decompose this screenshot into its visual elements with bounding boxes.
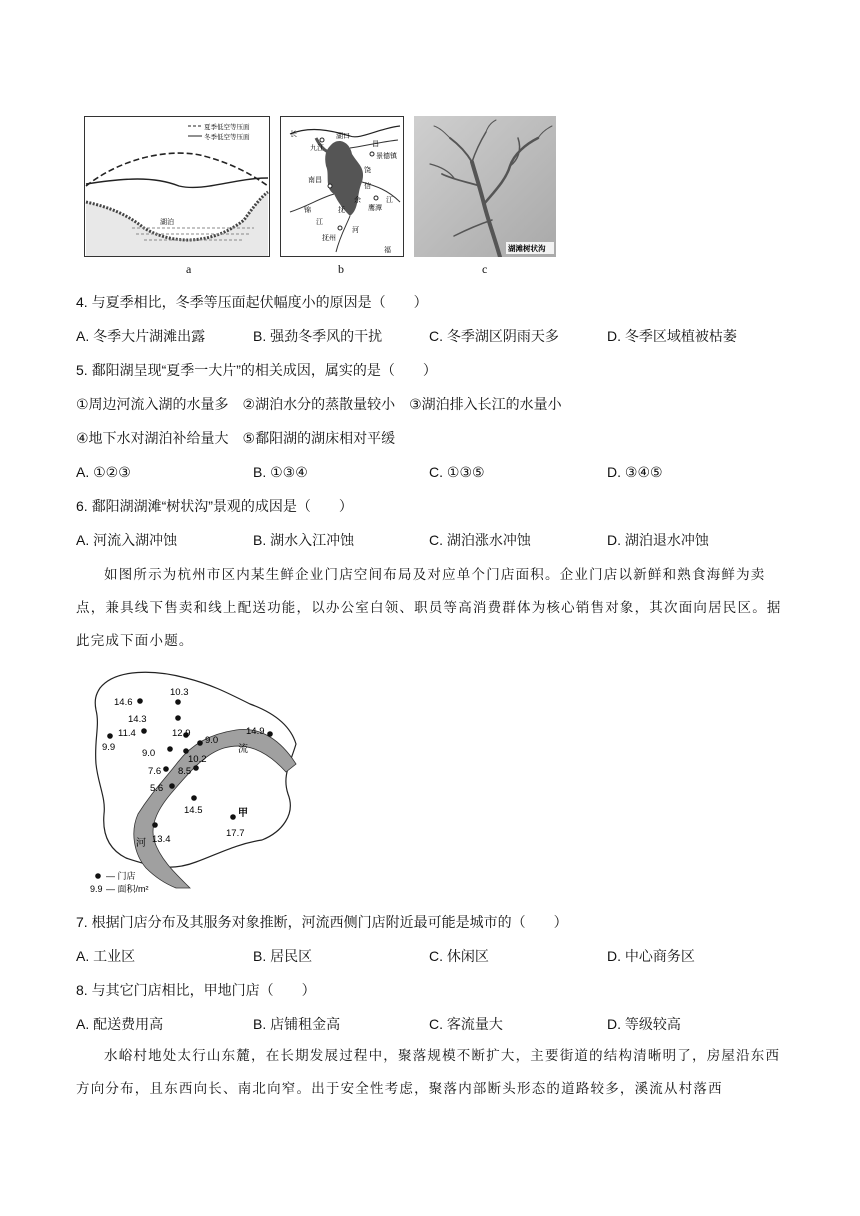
- passage-shuiyu-village: 水峪村地处太行山东麓，在长期发展过程中，聚落规模不断扩大，主要街道的结构清晰明了，房屋沿东西方向分布，且东西向长、南北向窄。出于安全性考虑，聚落内部断头形态的道路较多，溪流从村落西: [76, 1048, 781, 1097]
- q6-option-a[interactable]: A. 河流入湖冲蚀: [76, 532, 178, 548]
- store-area-label: 12.9: [172, 728, 191, 739]
- legend-summer: 夏季低空等压面: [204, 124, 250, 131]
- q7-option-c[interactable]: C. 休闲区: [429, 948, 489, 964]
- svg-text:长: 长: [290, 131, 297, 138]
- svg-text:抚州: 抚州: [322, 235, 336, 242]
- poyang-lake-map: [280, 116, 404, 257]
- q6-option-d[interactable]: D. 湖泊退水冲蚀: [607, 532, 709, 548]
- svg-text:鹰潭: 鹰潭: [368, 205, 382, 212]
- svg-text:抚: 抚: [338, 207, 345, 214]
- store-area-label: 14.9: [246, 726, 265, 737]
- q4-option-b[interactable]: B. 强劲冬季风的干扰: [253, 328, 383, 344]
- store-dot: [141, 728, 147, 734]
- legend-winter: 冬季低空等压面: [204, 134, 250, 141]
- store-dot: [107, 733, 113, 739]
- q8-option-a[interactable]: A. 配送费用高: [76, 1016, 164, 1032]
- legend-area-value: 9.9: [90, 884, 103, 894]
- store-dot: [230, 814, 236, 820]
- svg-text:河: 河: [352, 227, 359, 234]
- lake-label: 湖泊: [160, 219, 174, 226]
- q8-option-c[interactable]: C. 客流量大: [429, 1016, 503, 1032]
- store-dot: [169, 783, 175, 789]
- question-8: 8. 与其它门店相比，甲地门店（ ）: [76, 982, 316, 998]
- jia-label: 甲: [238, 808, 248, 819]
- caption-c: c: [482, 262, 488, 276]
- figure-b: [280, 116, 404, 257]
- store-dot: [191, 795, 197, 801]
- store-area-label: 9.0: [142, 748, 156, 759]
- q4-option-d[interactable]: D. 冬季区域植被枯萎: [607, 328, 737, 344]
- svg-text:南昌: 南昌: [308, 177, 322, 184]
- q8-option-b[interactable]: B. 店铺租金高: [253, 1016, 341, 1032]
- store-distribution-map: [86, 664, 306, 898]
- store-dot: [197, 740, 203, 746]
- svg-text:江: 江: [316, 219, 323, 226]
- q5-option-c[interactable]: C. ①③⑤: [429, 464, 485, 480]
- tree-gully-label: 湖滩树状沟: [508, 244, 546, 253]
- svg-text:福: 福: [384, 247, 391, 254]
- svg-text:信: 信: [364, 183, 371, 190]
- question-6: 6. 鄱阳湖湖滩“树状沟”景观的成因是（ ）: [76, 498, 353, 514]
- q5-statements-1: ①周边河流入湖的水量多 ②湖泊水分的蒸散量较小 ③湖泊排入长江的水量小: [76, 396, 562, 412]
- svg-text:余: 余: [354, 197, 361, 204]
- store-map: [86, 664, 306, 898]
- store-dot: [175, 699, 181, 705]
- svg-text:饶: 饶: [364, 167, 371, 174]
- svg-text:江: 江: [386, 197, 393, 204]
- tree-gully-photo: [414, 116, 556, 257]
- figure-a: [84, 116, 270, 257]
- store-area-label: 5.6: [150, 783, 164, 794]
- store-area-label: 11.4: [118, 728, 136, 739]
- q5-option-d[interactable]: D. ③④⑤: [607, 464, 663, 480]
- q4-option-c[interactable]: C. 冬季湖区阴雨天多: [429, 328, 559, 344]
- figure-c: [414, 116, 556, 257]
- caption-a: a: [186, 262, 192, 276]
- question-5: 5. 鄱阳湖呈现“夏季一大片”的相关成因，属实的是（ ）: [76, 362, 437, 378]
- legend-area: — 面积/m²: [106, 884, 149, 894]
- river-label-2: 河: [136, 838, 146, 849]
- q6-option-c[interactable]: C. 湖泊涨水冲蚀: [429, 532, 531, 548]
- store-area-label: 9.0: [205, 735, 219, 746]
- store-dot: [267, 731, 273, 737]
- store-area-label: 7.6: [148, 766, 162, 777]
- passage-store-layout: 如图所示为杭州市区内某生鲜企业门店空间布局及对应单个门店面积。企业门店以新鲜和熟食海鲜为卖点，兼具线下售卖和线上配送功能，以办公室白领、职员等高消费群体为核心销售对象，其次面向居民区。据此完成下面小题。: [76, 567, 782, 649]
- river-label-1: 流: [238, 744, 248, 755]
- store-area-label: 17.7: [226, 828, 245, 839]
- store-area-label: 9.9: [102, 742, 116, 753]
- store-area-label: 10.2: [188, 754, 207, 765]
- store-area-label: 13.4: [152, 834, 171, 845]
- store-area-label: 14.6: [114, 697, 133, 708]
- q4-option-a[interactable]: A. 冬季大片湖滩出露: [76, 328, 206, 344]
- q5-option-a[interactable]: A. ①②③: [76, 464, 131, 480]
- question-4: 4. 与夏季相比，冬季等压面起伏幅度小的原因是（ ）: [76, 294, 428, 310]
- svg-text:景德镇: 景德镇: [376, 153, 397, 160]
- pressure-surface-diagram: [84, 116, 270, 257]
- q6-option-b[interactable]: B. 湖水入江冲蚀: [253, 532, 355, 548]
- q7-option-a[interactable]: A. 工业区: [76, 948, 136, 964]
- store-dot: [183, 748, 189, 754]
- store-dot: [137, 698, 143, 704]
- store-dot: [193, 765, 199, 771]
- q5-statements-2: ④地下水对湖泊补给量大 ⑤鄱阳湖的湖床相对平缓: [76, 430, 396, 446]
- svg-text:九江: 九江: [310, 145, 324, 152]
- store-dot: [167, 746, 173, 752]
- store-area-label: 8.5: [178, 766, 192, 777]
- caption-b: b: [338, 262, 344, 276]
- legend-store-dot: [95, 873, 101, 879]
- svg-text:锦: 锦: [304, 207, 311, 214]
- legend-store: — 门店: [106, 871, 136, 881]
- svg-text:湖口: 湖口: [336, 133, 350, 140]
- q5-option-b[interactable]: B. ①③④: [253, 464, 308, 480]
- q8-option-d[interactable]: D. 等级较高: [607, 1016, 681, 1032]
- question-7: 7. 根据门店分布及其服务对象推断，河流西侧门店附近最可能是城市的（ ）: [76, 914, 568, 930]
- store-area-label: 14.5: [184, 805, 203, 816]
- svg-text:昌: 昌: [372, 141, 379, 148]
- store-dot: [175, 715, 181, 721]
- store-dot: [152, 822, 158, 828]
- store-dot: [163, 766, 169, 772]
- q7-option-d[interactable]: D. 中心商务区: [607, 948, 695, 964]
- store-area-label: 14.3: [128, 714, 147, 725]
- store-area-label: 10.3: [170, 687, 189, 698]
- q7-option-b[interactable]: B. 居民区: [253, 948, 313, 964]
